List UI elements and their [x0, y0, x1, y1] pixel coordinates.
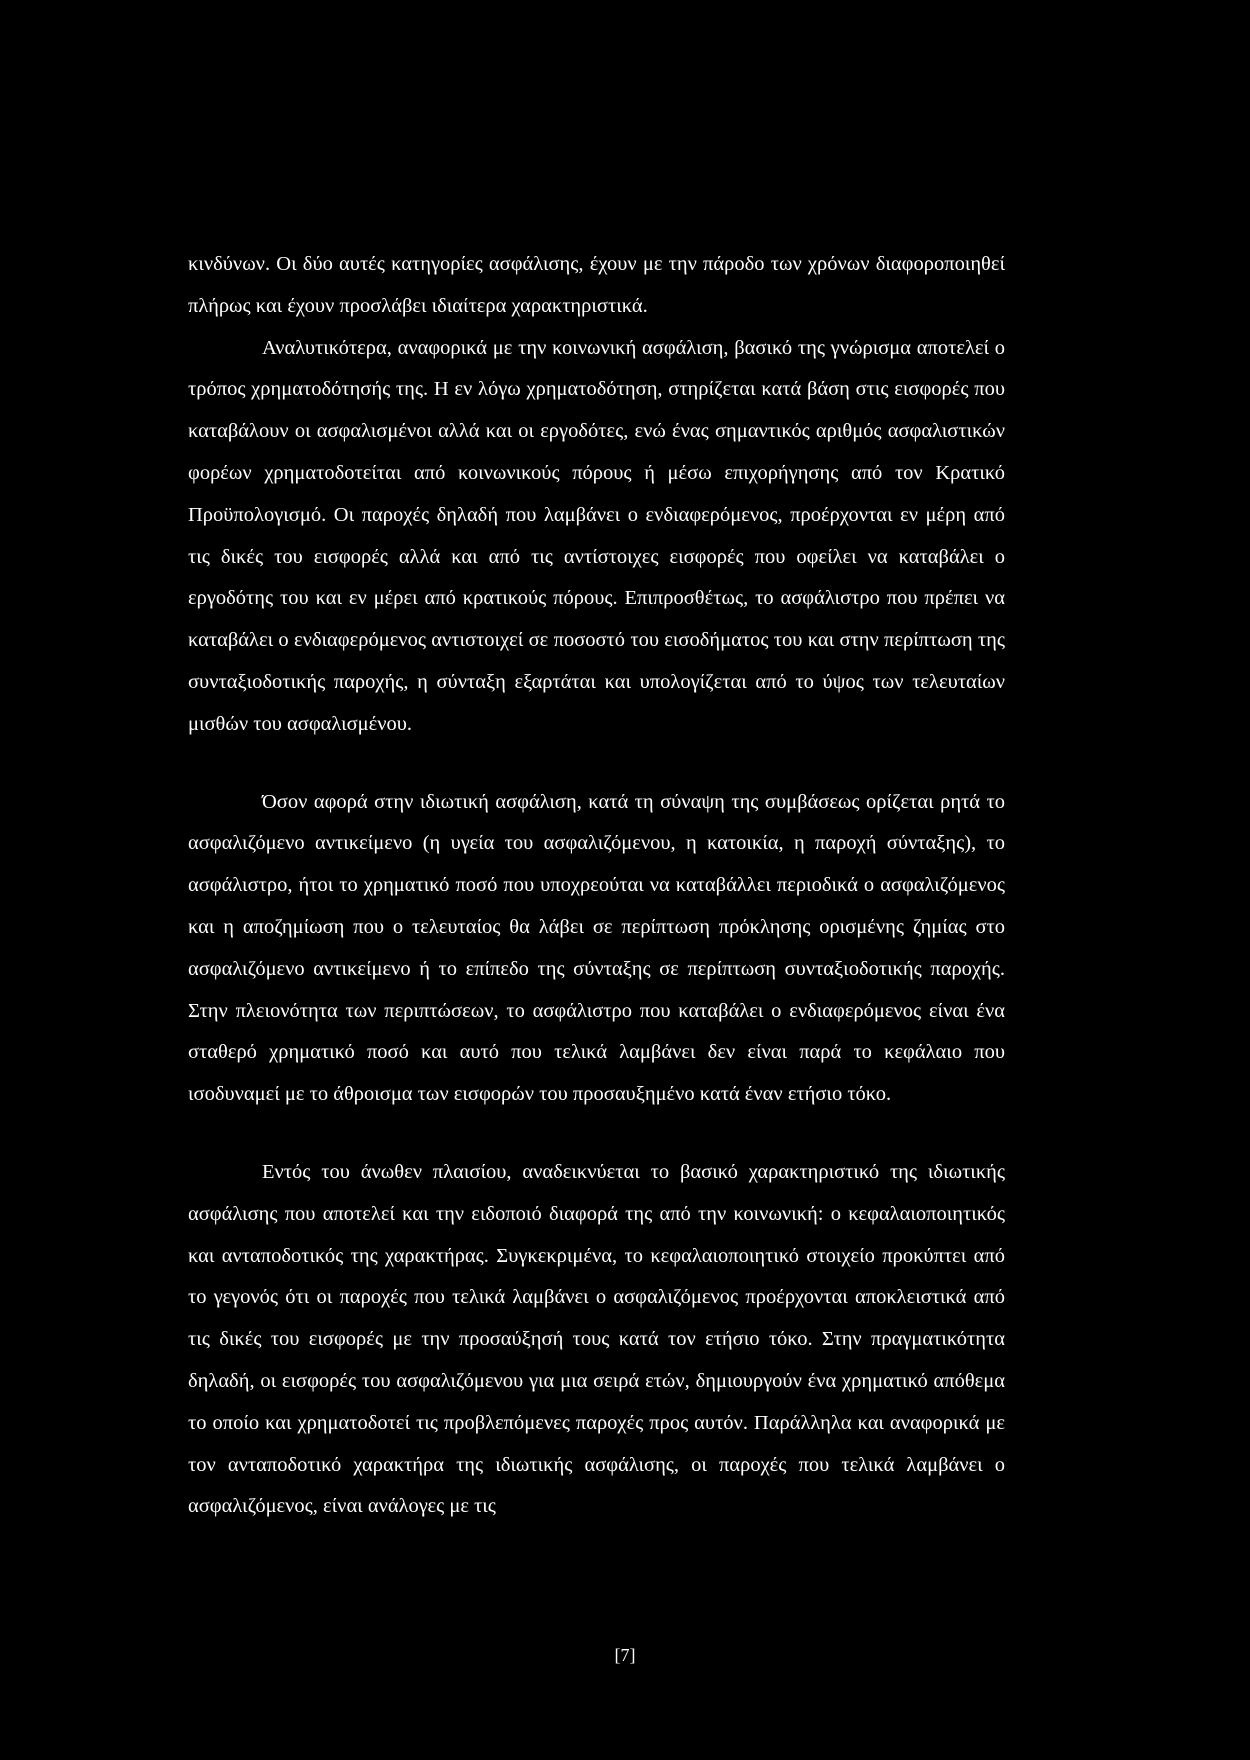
paragraph-4: Εντός του άνωθεν πλαισίου, αναδεικνύεται το βασικό χαρακτηριστικό της ιδιωτικής ασφάλισης που αποτελεί και την ειδοποιό διαφορά της από την κοινωνική: ο κεφαλαιοποιητικός και ανταποδοτικός της χαρακτήρας. Συγκεκριμένα, το κεφαλαιοποιητικό στοιχείο προκύπτει από το γεγονός ότι οι παροχές που τελικά λαμβάνει ο ασφαλιζόμενος προέρχονται αποκλειστικά από τις δικές του εισφορές με την προσαύξησή τους κατά τον ετήσιο τόκο. Στην πραγματικότητα δηλαδή, οι εισφορές του ασφαλιζόμενου για μια σειρά ετών, δημιουργούν ένα χρηματικό απόθεμα το οποίο και χρηματοδοτεί τις προβλεπόμενες παροχές προς αυτόν. Παράλληλα και αναφορικά με τον ανταποδοτικό χαρακτήρα της ιδιωτικής ασφάλισης, οι παροχές που τελικά λαμβάνει ο ασφαλιζόμενος, είναι ανάλογες με τις	[188, 1160, 1005, 1518]
paragraph-2: Αναλυτικότερα, αναφορικά με την κοινωνική ασφάλιση, βασικό της γνώρισμα αποτελεί ο τρόπος χρηματοδότησής της. Η εν λόγω χρηματοδότηση, στηρίζεται κατά βάση στις εισφορές που καταβάλουν οι ασφαλισμένοι αλλά και οι εργοδότες, ενώ ένας σημαντικός αριθμός ασφαλιστικών φορέων χρηματοδοτείται από κοινωνικούς πόρους ή μέσω επιχορήγησης από τον Κρατικό Προϋπολογισμό. Οι παροχές δηλαδή που λαμβάνει ο ενδιαφερόμενος, προέρχονται εν μέρη από τις δικές του εισφορές αλλά και από τις αντίστοιχες εισφορές που οφείλει να καταβάλει ο εργοδότης του και εν μέρει από κρατικούς πόρους. Επιπροσθέτως, το ασφάλιστρο που πρέπει να καταβάλει ο ενδιαφερόμενος αντιστοιχεί σε ποσοστό του εισοδήματος του και στην περίπτωση της συνταξιοδοτικής παροχής, η σύνταξη εξαρτάται και υπολογίζεται από το ύψος των τελευταίων μισθών του ασφαλισμένου.	[188, 336, 1005, 735]
paragraph-1: κινδύνων. Οι δύο αυτές κατηγορίες ασφάλισης, έχουν με την πάροδο των χρόνων διαφοροποιηθεί πλήρως και έχουν προσλάβει ιδιαίτερα χαρακτηριστικά.	[188, 253, 1005, 317]
body-text	[188, 244, 1005, 1528]
page-number: [7]	[614, 1645, 636, 1665]
paragraph-3: Όσον αφορά στην ιδιωτική ασφάλιση, κατά τη σύναψη της συμβάσεως ορίζεται ρητά το ασφαλιζόμενο αντικείμενο (η υγεία του ασφαλιζόμενου, η κατοικία, η παροχή σύνταξης), το ασφάλιστρο, ήτοι το χρηματικό ποσό που υποχρεούται να καταβάλλει περιοδικά ο ασφαλιζόμενος και η αποζημίωση που ο τελευταίος θα λάβει σε περίπτωση πρόκλησης ορισμένης ζημίας στο ασφαλιζόμενο αντικείμενο ή το επίπεδο της σύνταξης σε περίπτωση συνταξιοδοτικής παροχής. Στην πλειονότητα των περιπτώσεων, το ασφάλιστρο που καταβάλει ο ενδιαφερόμενος είναι ένα σταθερό χρηματικό ποσό και αυτό που τελικά λαμβάνει δεν είναι παρά το κεφάλαιο που ισοδυναμεί με το άθροισμα των εισφορών του προσαυξημένο κατά έναν ετήσιο τόκο.	[188, 790, 1005, 1106]
